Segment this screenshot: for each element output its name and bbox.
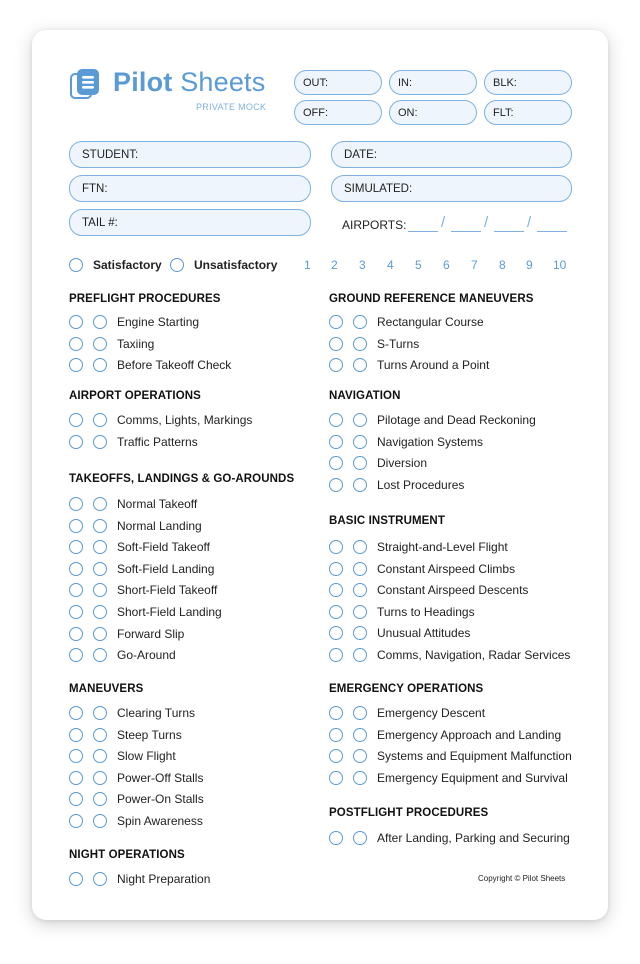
unsatisfactory-checkbox[interactable] [353,728,367,742]
satisfactory-checkbox[interactable] [329,831,343,845]
checklist-item-label: Soft-Field Landing [117,561,215,576]
checklist-item [69,791,339,807]
checklist-item-label: Traffic Patterns [117,434,198,449]
unsatisfactory-checkbox[interactable] [353,540,367,554]
satisfactory-checkbox[interactable] [69,497,83,511]
checklist-item-label: Comms, Navigation, Radar Services [377,648,571,662]
satisfactory-checkbox[interactable] [329,435,343,449]
airport-separator: / [484,214,489,231]
section-title: AIRPORT OPERATIONS [69,390,201,402]
checklist-sheet [32,30,608,920]
satisfactory-checkbox[interactable] [69,792,83,806]
unsatisfactory-checkbox[interactable] [93,435,107,449]
checklist-item [69,561,339,577]
satisfactory-checkbox[interactable] [329,728,343,742]
checklist-item [329,412,599,428]
unsatisfactory-checkbox[interactable] [353,583,367,597]
in-time-field[interactable]: IN: [389,70,477,95]
checklist-item-label: Systems and Equipment Malfunction [377,749,572,764]
unsatisfactory-checkbox[interactable] [353,749,367,763]
unsatisfactory-checkbox[interactable] [93,749,107,763]
checklist-item-label: Soft-Field Takeoff [117,540,210,555]
satisfactory-checkbox[interactable] [69,540,83,554]
checklist-item-label: Short-Field Landing [117,605,222,619]
section-title: PREFLIGHT PROCEDURES [69,293,221,305]
checklist-item [69,647,339,663]
unsatisfactory-checkbox[interactable] [93,358,107,372]
checklist-item-label: Constant Airspeed Climbs [377,561,516,576]
satisfactory-checkbox[interactable] [329,605,343,619]
checklist-item-label: Emergency Approach and Landing [377,727,562,742]
unsatisfactory-legend-label: Unsatisfactory [194,258,278,272]
checklist-item-label: Engine Starting [117,315,200,329]
checklist-item-label: Turns to Headings [377,604,475,619]
checklist-item [329,539,599,555]
airport-separator: / [441,214,446,231]
checklist-item [329,582,599,598]
unsatisfactory-checkbox[interactable] [93,771,107,785]
unsatisfactory-checkbox[interactable] [93,337,107,351]
satisfactory-checkbox[interactable] [69,627,83,641]
section-title: POSTFLIGHT PROCEDURES [329,807,489,819]
airport-blank-3[interactable] [494,231,524,232]
checklist-item-label: Straight-and-Level Flight [377,540,508,554]
satisfactory-checkbox[interactable] [69,706,83,720]
checklist-item [69,813,339,829]
airport-blank-4[interactable] [537,231,567,232]
unsatisfactory-checkbox[interactable] [353,771,367,785]
checklist-item [69,582,339,598]
grade-scale-number: 2 [331,258,338,272]
checklist-item [69,434,339,450]
satisfactory-checkbox[interactable] [329,315,343,329]
brand-subtitle: PRIVATE MOCK [196,102,267,112]
satisfactory-checkbox[interactable] [69,771,83,785]
unsatisfactory-checkbox[interactable] [93,519,107,533]
satisfactory-checkbox[interactable] [329,648,343,662]
checklist-item-label: Spin Awareness [117,814,203,828]
tail-number-field[interactable]: TAIL #: [69,209,311,236]
unsatisfactory-checkbox[interactable] [353,706,367,720]
checklist-item [329,770,599,786]
satisfactory-checkbox[interactable] [69,605,83,619]
satisfactory-checkbox[interactable] [69,583,83,597]
grade-scale-number: 6 [443,258,450,272]
satisfactory-checkbox[interactable] [329,706,343,720]
airport-separator: / [527,214,532,231]
section-title: NIGHT OPERATIONS [69,849,185,861]
checklist-item [69,518,339,534]
out-time-field[interactable]: OUT: [294,70,382,95]
satisfactory-legend-label: Satisfactory [93,258,162,272]
satisfactory-checkbox[interactable] [329,456,343,470]
checklist-item-label: Normal Landing [117,518,202,533]
unsatisfactory-checkbox[interactable] [93,497,107,511]
airport-blank-2[interactable] [451,231,481,232]
checklist-item-label: Turns Around a Point [377,358,490,373]
unsatisfactory-checkbox[interactable] [93,728,107,742]
section-title: NAVIGATION [329,390,401,402]
grade-scale-number: 10 [553,258,567,272]
flight-time-field[interactable]: FLT: [484,100,572,125]
unsatisfactory-checkbox[interactable] [353,337,367,351]
airports-label: AIRPORTS: [342,218,407,232]
checklist-item [69,705,339,721]
checklist-item [69,314,339,330]
unsatisfactory-checkbox[interactable] [93,627,107,641]
unsatisfactory-checkbox[interactable] [353,435,367,449]
satisfactory-checkbox[interactable] [329,478,343,492]
checklist-item [329,727,599,743]
checklist-item-label: Emergency Equipment and Survival [377,770,568,785]
satisfactory-checkbox[interactable] [329,583,343,597]
satisfactory-checkbox[interactable] [69,648,83,662]
satisfactory-checkbox[interactable] [69,872,83,886]
checklist-item [329,748,599,764]
checklist-item [69,412,339,428]
checklist-item [329,705,599,721]
brand-name: Pilot Sheets [113,67,266,97]
unsatisfactory-checkbox[interactable] [353,562,367,576]
checklist-item [329,477,599,493]
satisfactory-checkbox[interactable] [69,413,83,427]
satisfactory-checkbox[interactable] [329,413,343,427]
checklist-item [69,539,339,555]
checklist-item-label: Slow Flight [117,749,176,764]
unsatisfactory-checkbox[interactable] [93,792,107,806]
checklist-item-label: Short-Field Takeoff [117,583,218,598]
unsatisfactory-checkbox[interactable] [93,583,107,597]
checklist-item [329,647,599,663]
checklist-item-label: S-Turns [377,336,420,351]
satisfactory-checkbox[interactable] [329,562,343,576]
grade-scale-number: 1 [304,258,311,272]
unsatisfactory-checkbox[interactable] [353,413,367,427]
checklist-item-label: Lost Procedures [377,477,465,492]
checklist-item [329,625,599,641]
unsatisfactory-legend-circle [170,258,184,272]
unsatisfactory-checkbox[interactable] [93,315,107,329]
satisfactory-checkbox[interactable] [69,315,83,329]
checklist-item [69,604,339,620]
satisfactory-checkbox[interactable] [329,749,343,763]
unsatisfactory-checkbox[interactable] [353,315,367,329]
checklist-item [329,830,599,846]
checklist-item-label: Pilotage and Dead Reckoning [377,413,536,427]
block-time-field[interactable]: BLK: [484,70,572,95]
checklist-item-label: Unusual Attitudes [377,626,471,641]
satisfactory-legend-circle [69,258,83,272]
ftn-field[interactable]: FTN: [69,175,311,202]
checklist-item-label: Comms, Lights, Markings [117,413,253,427]
checklist-item [69,770,339,786]
satisfactory-checkbox[interactable] [329,337,343,351]
unsatisfactory-checkbox[interactable] [353,605,367,619]
satisfactory-checkbox[interactable] [69,435,83,449]
unsatisfactory-checkbox[interactable] [93,540,107,554]
grade-scale-number: 9 [526,258,533,272]
checklist-item [69,496,339,512]
satisfactory-checkbox[interactable] [69,728,83,742]
checklist-item-label: Navigation Systems [377,434,484,449]
checklist-item [329,336,599,352]
unsatisfactory-checkbox[interactable] [353,831,367,845]
checklist-item-label: Diversion [377,456,428,471]
section-title: MANEUVERS [69,683,144,695]
checklist-item-label: Taxiing [117,336,155,351]
satisfactory-checkbox[interactable] [69,358,83,372]
on-time-field[interactable]: ON: [389,100,477,125]
unsatisfactory-checkbox[interactable] [93,872,107,886]
unsatisfactory-checkbox[interactable] [93,648,107,662]
unsatisfactory-checkbox[interactable] [93,814,107,828]
checklist-item-label: Night Preparation [117,872,211,886]
off-time-field[interactable]: OFF: [294,100,382,125]
satisfactory-checkbox[interactable] [69,519,83,533]
unsatisfactory-checkbox[interactable] [353,478,367,492]
airport-blank-1[interactable] [408,231,438,232]
unsatisfactory-checkbox[interactable] [93,413,107,427]
unsatisfactory-checkbox[interactable] [353,456,367,470]
checklist-item [329,561,599,577]
checklist-item-label: Go-Around [117,648,176,663]
unsatisfactory-checkbox[interactable] [93,605,107,619]
date-field[interactable]: DATE: [331,141,572,168]
checklist-item-label: Clearing Turns [117,706,196,720]
checklist-item [69,727,339,743]
satisfactory-checkbox[interactable] [329,540,343,554]
satisfactory-checkbox[interactable] [329,358,343,372]
checklist-item [69,748,339,764]
simulated-field[interactable]: SIMULATED: [331,175,572,202]
checklist-item-label: Emergency Descent [377,706,486,720]
unsatisfactory-checkbox[interactable] [353,626,367,640]
checklist-item [329,357,599,373]
checklist-item [329,455,599,471]
satisfactory-checkbox[interactable] [69,814,83,828]
checklist-item [329,604,599,620]
section-title: TAKEOFFS, LANDINGS & GO-AROUNDS [69,473,295,485]
checklist-item-label: After Landing, Parking and Securing [377,831,570,845]
checklist-item-label: Before Takeoff Check [117,358,232,373]
satisfactory-checkbox[interactable] [329,626,343,640]
section-title: GROUND REFERENCE MANEUVERS [329,293,534,305]
section-title: BASIC INSTRUMENT [329,515,445,527]
checklist-item [69,871,339,887]
satisfactory-checkbox[interactable] [69,749,83,763]
satisfactory-checkbox[interactable] [329,771,343,785]
checklist-item [69,357,339,373]
unsatisfactory-checkbox[interactable] [353,648,367,662]
checklist-item-label: Steep Turns [117,727,182,742]
grade-scale-number: 3 [359,258,366,272]
satisfactory-checkbox[interactable] [69,562,83,576]
satisfactory-checkbox[interactable] [69,337,83,351]
checklist-item [329,434,599,450]
checklist-item [329,314,599,330]
unsatisfactory-checkbox[interactable] [353,358,367,372]
logo-sheet-icon [69,68,105,100]
grade-scale-number: 4 [387,258,394,272]
unsatisfactory-checkbox[interactable] [93,706,107,720]
student-field[interactable]: STUDENT: [69,141,311,168]
checklist-item-label: Rectangular Course [377,315,484,329]
grade-scale-number: 8 [499,258,506,272]
pilot-sheets-logo [69,67,269,117]
grade-scale-number: 5 [415,258,422,272]
grade-scale-number: 7 [471,258,478,272]
checklist-item [69,336,339,352]
checklist-item-label: Power-On Stalls [117,792,204,807]
copyright-text: Copyright © Pilot Sheets [478,874,566,883]
checklist-item-label: Constant Airspeed Descents [377,583,529,598]
section-title: EMERGENCY OPERATIONS [329,683,484,695]
checklist-item [69,626,339,642]
checklist-item-label: Normal Takeoff [117,497,198,511]
unsatisfactory-checkbox[interactable] [93,562,107,576]
checklist-item-label: Power-Off Stalls [117,770,204,785]
checklist-item-label: Forward Slip [117,626,185,641]
